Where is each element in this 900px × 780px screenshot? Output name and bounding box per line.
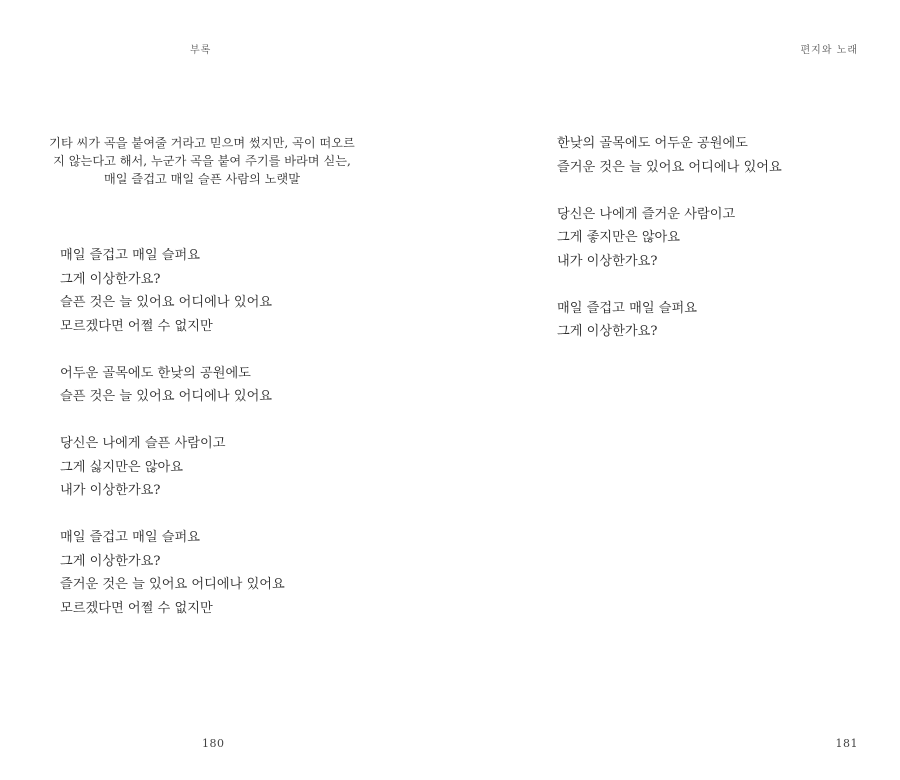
stanza: [557, 132, 782, 179]
running-head-right: 편지와 노래: [800, 45, 858, 56]
intro-line: 매일 즐겁고 매일 슬픈 사람의 노랫말: [104, 172, 300, 186]
verse-line: 한낮의 골목에도 어두운 공원에도: [557, 136, 748, 151]
lyrics-right: [557, 132, 782, 367]
page-number-right: 181: [835, 737, 858, 750]
intro-line: 기타 씨가 곡을 붙여줄 거라고 믿으며 썼지만, 곡이 떠오르: [49, 136, 355, 150]
verse-line: 내가 이상한가요?: [60, 483, 161, 498]
verse-line: 당신은 나에게 슬픈 사람이고: [60, 436, 226, 451]
verse-line: 매일 즐겁고 매일 슬퍼요: [60, 530, 200, 545]
verse-line: 그게 싫지만은 않아요: [60, 459, 184, 475]
page-number-left: 180: [202, 737, 225, 750]
verse-line: 그게 이상한가요?: [557, 324, 658, 339]
stanza: [557, 203, 782, 274]
verse-line: 즐거운 것은 늘 있어요 어디에나 있어요: [557, 159, 782, 175]
running-head-left: 부록: [190, 45, 212, 56]
verse-line: 내가 이상한가요?: [557, 253, 658, 269]
intro-note: [42, 134, 362, 188]
verse-line: 그게 이상한가요?: [60, 553, 161, 569]
right-page: [450, 0, 900, 780]
verse-line: 슬픈 것은 늘 있어요 어디에나 있어요: [60, 389, 273, 404]
verse-line: 매일 즐겁고 매일 슬퍼요: [557, 300, 697, 316]
verse-line: 즐거운 것은 늘 있어요 어디에나 있어요: [60, 577, 285, 592]
verse-line: 어두운 골목에도 한낮의 공원에도: [60, 365, 251, 381]
stanza: [60, 244, 285, 338]
stanza: [60, 432, 285, 503]
verse-line: 당신은 나에게 즐거운 사람이고: [557, 206, 736, 222]
stanza: [60, 362, 285, 409]
verse-line: 모르겠다면 어쩔 수 없지만: [60, 600, 213, 616]
verse-line: 그게 이상한가요?: [60, 271, 161, 287]
verse-line: 매일 즐겁고 매일 슬퍼요: [60, 248, 200, 263]
lyrics-left: [60, 244, 285, 644]
intro-line: 지 않는다고 해서, 누군가 곡을 붙여 주기를 바라며 싣는,: [53, 154, 351, 168]
stanza: [60, 526, 285, 620]
verse-line: 슬픈 것은 늘 있어요 어디에나 있어요: [60, 295, 273, 310]
verse-line: 모르겠다면 어쩔 수 없지만: [60, 318, 213, 334]
verse-line: 그게 좋지만은 않아요: [557, 230, 681, 245]
stanza: [557, 297, 782, 344]
